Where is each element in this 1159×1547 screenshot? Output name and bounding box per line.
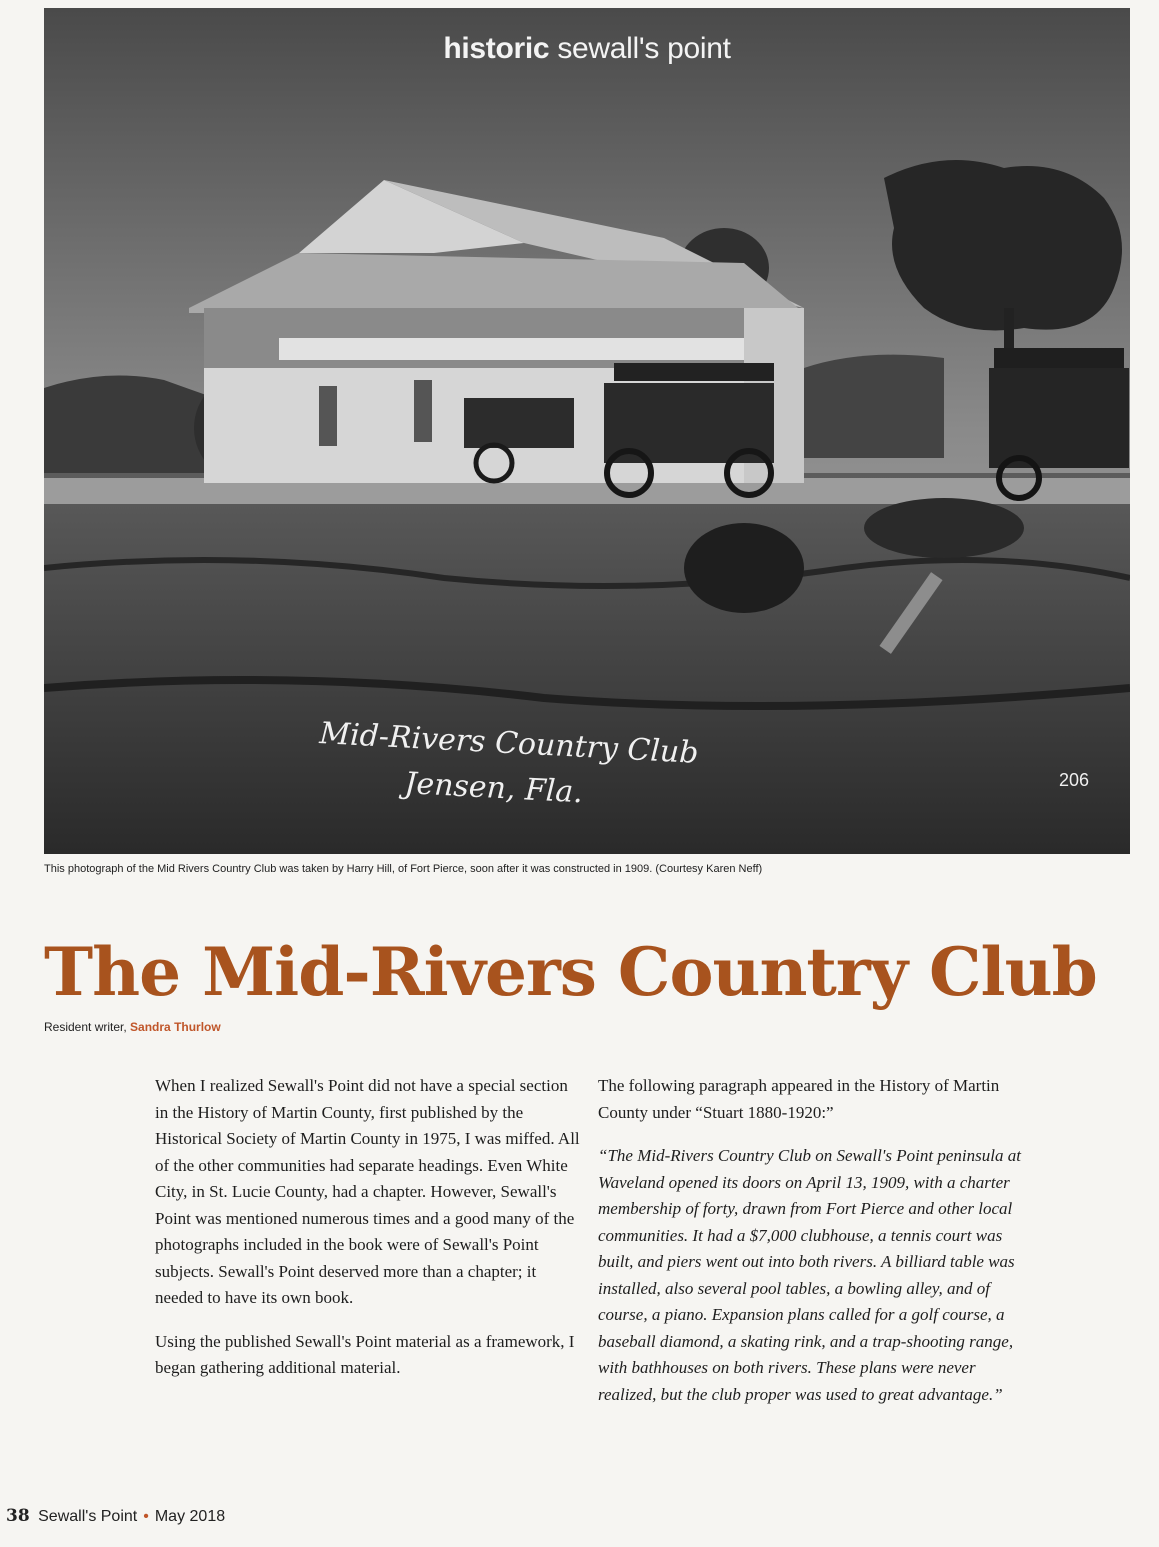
section-header-rest: sewall's point bbox=[549, 32, 731, 65]
paragraph: Using the published Sewall's Point material as a framework, I began gathering additional material. bbox=[155, 1331, 575, 1377]
publication-name: Sewall's Point bbox=[38, 1508, 138, 1525]
photo-inscription-line1: Mid-Rivers Country Club bbox=[318, 716, 700, 771]
page-number: 38 bbox=[6, 1506, 30, 1526]
byline bbox=[44, 1020, 221, 1034]
section-header-bold: historic bbox=[443, 32, 550, 65]
article-title: The Mid-Rivers Country Club bbox=[44, 933, 1097, 1011]
photo-illustration bbox=[44, 8, 1130, 854]
paragraph-intro: The following paragraph appeared in the History of Martin County under “Stuart 1880-1920:” bbox=[598, 1076, 1000, 1122]
separator-dot: • bbox=[143, 1508, 149, 1525]
article-column-right bbox=[598, 1073, 1028, 1425]
block-quote: “The Mid-Rivers Country Club on Sewall's Point peninsula at Waveland opened its doors on April 13, 1909, with a charter membership of forty, drawn from Fort Pierce and other local communities. It had a $7,000 clubhouse, a tennis court was built, and piers went out into both rivers. A billiard table was installed, also several pool tables, a bowling alley, and of course, a piano. Expansion plans called for a golf course, a baseball diamond, a skating rink, and a trap-shooting range, with bathhouses on both rivers. These plans were never realized, but the club proper was used to great advantage.” bbox=[598, 1146, 1021, 1404]
issue-date: May 2018 bbox=[154, 1508, 226, 1525]
photo-plate-number: 206 bbox=[1059, 770, 1090, 790]
author-name: Sandra Thurlow bbox=[130, 1020, 221, 1034]
photo-inscription-line2: Jensen, Fla. bbox=[403, 766, 584, 811]
section-header bbox=[44, 32, 1130, 66]
historic-photograph bbox=[44, 8, 1130, 854]
paragraph: When I realized Sewall's Point did not have a special section in the History of Martin County, first published by the Historical Society of Martin County in 1975, I was miffed. All of the other communities had separate headings. Even White City, in St. Lucie County, had a chapter. However, Sewall's Point was mentioned numerous times and a good many of the photographs included in the book were of Sewall's Point subjects. Sewall's Point deserved more than a chapter; it needed to have its own book. bbox=[155, 1076, 580, 1307]
article-column-left bbox=[155, 1073, 585, 1399]
photo-caption: This photograph of the Mid Rivers Country Club was taken by Harry Hill, of Fort Pierce, soon after it was constructed in 1909. (Courtesy Karen Neff) bbox=[44, 863, 763, 875]
byline-prefix: Resident writer, bbox=[44, 1020, 131, 1034]
page-footer bbox=[6, 1506, 225, 1526]
